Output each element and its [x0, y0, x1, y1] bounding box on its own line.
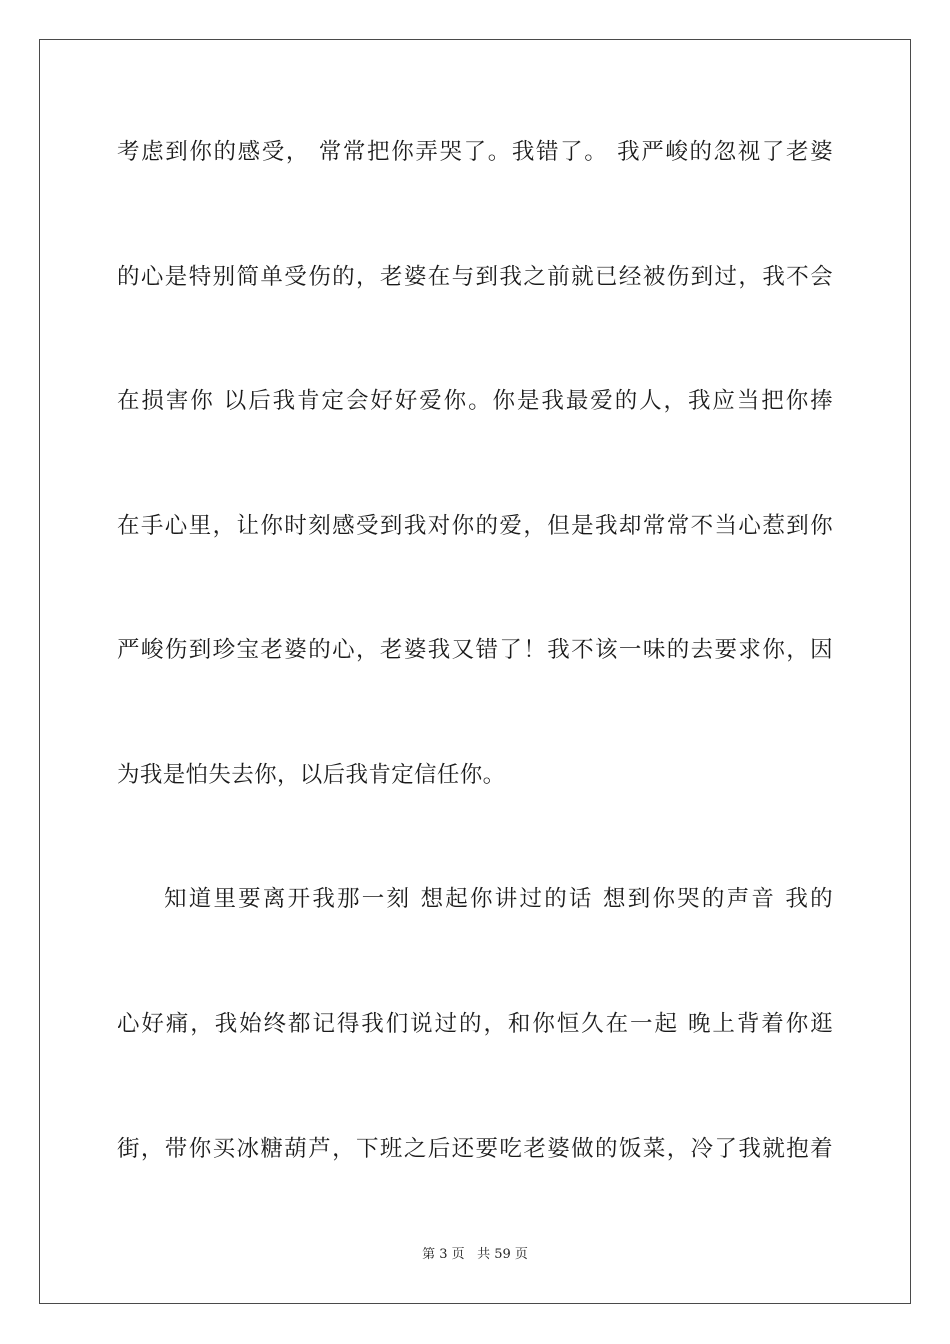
- body-text-line: 在手心里，让你时刻感受到我对你的爱，但是我却常常不当心惹到你: [117, 513, 833, 539]
- body-text-line: 在损害你 以后我肯定会好好爱你。你是我最爱的人，我应当把你捧: [117, 388, 833, 414]
- body-text-line: 街，带你买冰糖葫芦，下班之后还要吃老婆做的饭菜，冷了我就抱着: [117, 1136, 833, 1162]
- page-border: [39, 39, 911, 1304]
- body-text-line: 的心是特别简单受伤的，老婆在与到我之前就已经被伤到过，我不会: [117, 264, 833, 290]
- page-total: 共 59 页: [477, 1247, 528, 1262]
- body-text-line: 为我是怕失去你，以后我肯定信任你。: [117, 762, 506, 788]
- body-text-line: 心好痛，我始终都记得我们说过的，和你恒久在一起 晚上背着你逛: [117, 1011, 833, 1037]
- paragraph-first-line: 知道里要离开我那一刻 想起你讲过的话 想到你哭的声音 我的: [164, 886, 833, 912]
- page-number: 第 3 页: [422, 1247, 465, 1262]
- page-footer: [0, 1246, 950, 1264]
- body-text-line: 考虑到你的感受， 常常把你弄哭了。我错了。 我严峻的忽视了老婆: [117, 139, 833, 165]
- body-text-line: 严峻伤到珍宝老婆的心，老婆我又错了！我不该一味的去要求你，因: [117, 637, 833, 663]
